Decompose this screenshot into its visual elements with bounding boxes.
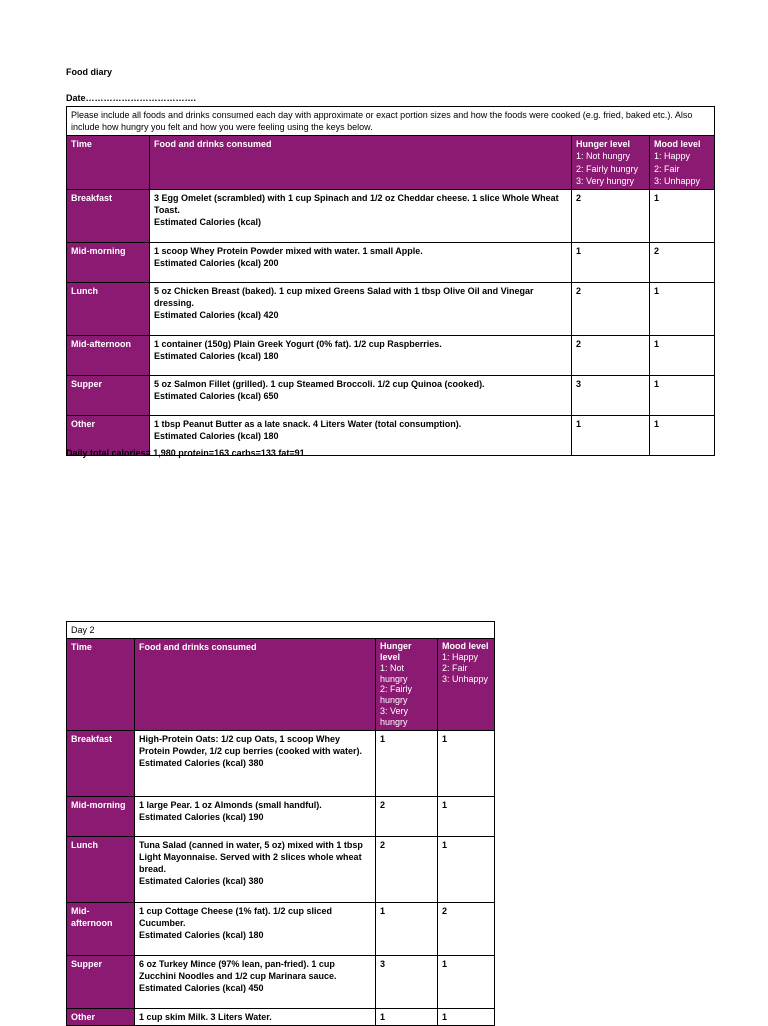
calories-text: Estimated Calories (kcal) 200: [154, 257, 279, 268]
mood-header-label: Mood level: [654, 139, 701, 150]
row-food[interactable]: [135, 902, 376, 955]
header-row: [67, 639, 495, 730]
row-time: Supper: [67, 955, 135, 1008]
row-mood[interactable]: 1: [438, 730, 495, 796]
row-mood[interactable]: 1: [438, 1008, 495, 1025]
row-hunger[interactable]: 1: [376, 902, 438, 955]
mood-header-label: Mood level: [442, 641, 489, 652]
hunger-key-2: 2: Fairly hungry: [380, 684, 413, 706]
row-mood[interactable]: 1: [650, 189, 715, 242]
food-text: 6 oz Turkey Mince (97% lean, pan-fried). 1 cup Zucchini Noodles and 1/2 cup Marinara sauce.: [139, 958, 337, 981]
row-hunger[interactable]: 1: [572, 415, 650, 455]
time-header-label: Time: [71, 139, 92, 150]
row-time: Other: [67, 1008, 135, 1025]
hunger-header: [572, 136, 650, 190]
hunger-header-label: Hunger level: [576, 139, 631, 150]
row-food[interactable]: [150, 282, 572, 335]
table-row: [67, 189, 715, 242]
row-food[interactable]: [150, 335, 572, 375]
row-hunger[interactable]: 1: [572, 242, 650, 282]
mood-key-2: 2: Fair: [442, 662, 468, 673]
page-title: Food diary: [66, 67, 113, 77]
hunger-key-3: 3: Very hungry: [576, 175, 635, 186]
food-text: 1 scoop Whey Protein Powder mixed with water. 1 small Apple.: [154, 245, 423, 256]
row-mood[interactable]: 1: [650, 335, 715, 375]
food-header: [135, 639, 376, 730]
row-food[interactable]: [135, 955, 376, 1008]
hunger-key-1: 1: Not hungry: [576, 151, 631, 162]
time-header-label: Time: [71, 642, 92, 653]
calories-text: Estimated Calories (kcal) 650: [154, 390, 279, 401]
table-row: [67, 1008, 495, 1025]
row-mood[interactable]: 2: [650, 242, 715, 282]
time-header: [67, 136, 150, 190]
calories-text: Estimated Calories (kcal): [154, 217, 262, 228]
row-mood[interactable]: 1: [438, 955, 495, 1008]
food-text: 1 cup Cottage Cheese (1% fat). 1/2 cup sliced Cucumber.: [139, 905, 333, 928]
food-text: 1 container (150g) Plain Greek Yogurt (0% fat). 1/2 cup Raspberries.: [154, 338, 442, 349]
daily-total: Daily total calories= 1,980 protein=163 carbs=133 fat=91: [66, 448, 305, 458]
calories-text: Estimated Calories (kcal) 180: [154, 350, 279, 361]
hunger-key-2: 2: Fairly hungry: [576, 163, 639, 174]
row-time: Mid-morning: [67, 796, 135, 836]
calories-text: Estimated Calories (kcal) 180: [139, 929, 264, 940]
row-time: Mid-afternoon: [67, 902, 135, 955]
intro-row: [67, 107, 715, 136]
row-food[interactable]: [135, 836, 376, 902]
food-text: 1 tbsp Peanut Butter as a late snack. 4 Liters Water (total consumption).: [154, 418, 462, 429]
calories-text: Estimated Calories (kcal) 450: [139, 982, 264, 993]
row-time: Supper: [67, 375, 150, 415]
intro-text: Please include all foods and drinks consumed each day with approximate or exact portion sizes and how the foods were cooked (e.g. fried, baked etc.). Also include how hungry you felt and how you were feeling using the keys below.: [67, 107, 715, 136]
row-time: Other: [67, 415, 150, 455]
hunger-header-label: Hunger level: [380, 641, 412, 662]
food-text: 5 oz Chicken Breast (baked). 1 cup mixed Greens Salad with 1 tbsp Olive Oil and Vinegar dressing.: [154, 285, 534, 308]
food-header: [150, 136, 572, 190]
row-food[interactable]: [135, 796, 376, 836]
food-text: Tuna Salad (canned in water, 5 oz) mixed with 1 tbsp Light Mayonnaise. Served with 2 slices whole wheat bread.: [139, 839, 363, 874]
mood-key-3: 3: Unhappy: [442, 673, 489, 684]
food-text: High-Protein Oats: 1/2 cup Oats, 1 scoop Whey Protein Powder, 1/2 cup berries (cooked with water).: [139, 733, 363, 756]
time-header: [67, 639, 135, 730]
row-hunger[interactable]: 2: [572, 335, 650, 375]
food-text: 3 Egg Omelet (scrambled) with 1 cup Spinach and 1/2 oz Cheddar cheese. 1 slice Whole Wheat Toast.: [154, 192, 559, 215]
date-field[interactable]: Date……………………………….: [66, 93, 197, 103]
mood-header: [438, 639, 495, 730]
day2-label: Day 2: [67, 622, 495, 639]
table-row: [67, 375, 715, 415]
food-text: 5 oz Salmon Fillet (grilled). 1 cup Steamed Broccoli. 1/2 cup Quinoa (cooked).: [154, 378, 485, 389]
row-hunger[interactable]: 2: [376, 796, 438, 836]
table-row: [67, 836, 495, 902]
row-mood[interactable]: 1: [438, 836, 495, 902]
row-mood[interactable]: 2: [438, 902, 495, 955]
calories-text: Estimated Calories (kcal) 180: [154, 430, 279, 441]
row-mood[interactable]: 1: [438, 796, 495, 836]
row-food[interactable]: [135, 730, 376, 796]
mood-key-3: 3: Unhappy: [654, 175, 701, 186]
calories-text: Estimated Calories (kcal) 380: [139, 757, 264, 768]
calories-text: Estimated Calories (kcal) 190: [139, 811, 264, 822]
table-row: [67, 796, 495, 836]
row-hunger[interactable]: 2: [572, 282, 650, 335]
row-time: Breakfast: [67, 730, 135, 796]
hunger-key-1: 1: Not hungry: [380, 662, 408, 684]
row-hunger[interactable]: 2: [376, 836, 438, 902]
table-row: [67, 335, 715, 375]
mood-key-1: 1: Happy: [442, 651, 479, 662]
row-mood[interactable]: 1: [650, 415, 715, 455]
day2-label-row: [67, 622, 495, 639]
header-row: [67, 136, 715, 190]
food-text: 1 large Pear. 1 oz Almonds (small handful).: [139, 799, 322, 810]
hunger-header: [376, 639, 438, 730]
food-text: 1 cup skim Milk. 3 Liters Water.: [139, 1011, 272, 1022]
row-hunger[interactable]: 2: [572, 189, 650, 242]
row-hunger[interactable]: 1: [376, 1008, 438, 1025]
row-mood[interactable]: 1: [650, 375, 715, 415]
row-food[interactable]: [150, 189, 572, 242]
mood-key-1: 1: Happy: [654, 151, 691, 162]
table-row: [67, 955, 495, 1008]
row-time: Lunch: [67, 836, 135, 902]
row-time: Breakfast: [67, 189, 150, 242]
hunger-key-3: 3: Very hungry: [380, 705, 409, 727]
row-time: Lunch: [67, 282, 150, 335]
row-time: Mid-morning: [67, 242, 150, 282]
day2-table: [66, 621, 495, 1026]
food-header-label: Food and drinks consumed: [139, 642, 257, 653]
row-food[interactable]: [135, 1008, 376, 1025]
row-hunger[interactable]: 1: [376, 730, 438, 796]
table-row: [67, 242, 715, 282]
table-row: [67, 730, 495, 796]
row-mood[interactable]: 1: [650, 282, 715, 335]
food-header-label: Food and drinks consumed: [154, 139, 272, 150]
calories-text: Estimated Calories (kcal) 420: [154, 310, 279, 321]
row-food[interactable]: [150, 242, 572, 282]
mood-key-2: 2: Fair: [654, 163, 680, 174]
row-hunger[interactable]: 3: [376, 955, 438, 1008]
table-row: [67, 282, 715, 335]
day1-table: [66, 106, 715, 456]
row-time: Mid-afternoon: [67, 335, 150, 375]
row-food[interactable]: [150, 375, 572, 415]
table-row: [67, 902, 495, 955]
calories-text: Estimated Calories (kcal) 380: [139, 875, 264, 886]
mood-header: [650, 136, 715, 190]
row-hunger[interactable]: 3: [572, 375, 650, 415]
